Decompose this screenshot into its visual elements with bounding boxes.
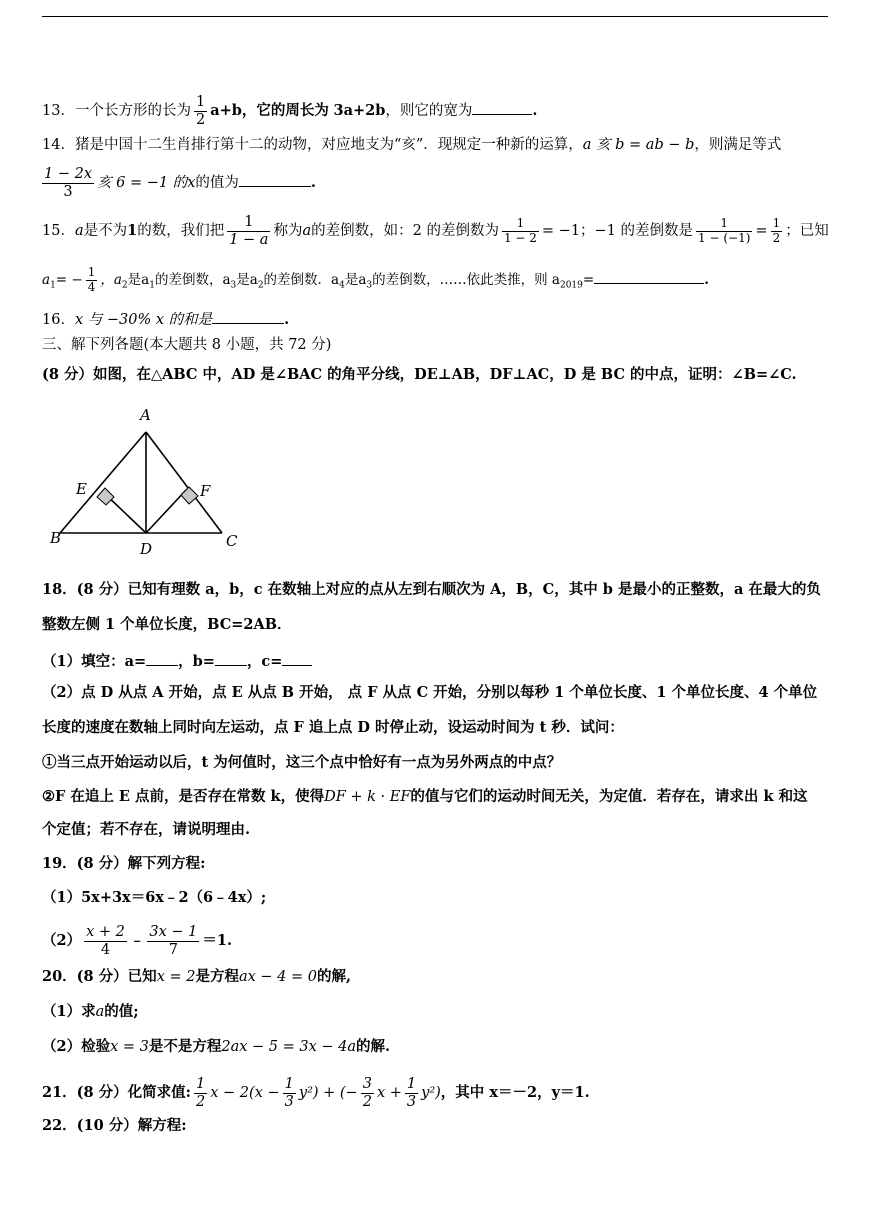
question-18-sub2-line1 [42, 790, 830, 805]
question-number: 16． [42, 312, 75, 328]
label-C: C [226, 532, 238, 550]
answer-blank [239, 174, 311, 187]
right-angle-F [181, 487, 198, 504]
text: ，则满足等式 [694, 137, 782, 153]
question-number: 13． [42, 103, 75, 120]
text: ②F 在追上 E 点前，是否存在常数 k，使得 [42, 788, 325, 805]
question-20-part2 [42, 1040, 830, 1055]
variable: a [302, 223, 312, 240]
question-16 [42, 311, 830, 328]
text: a+b，它的周长为 [210, 102, 329, 120]
question-14-line2 [42, 166, 830, 200]
text: 的数，我们把 [137, 223, 225, 240]
edge-AB [60, 432, 146, 533]
text: 是a [127, 271, 150, 288]
edge-DF [146, 490, 186, 533]
text: 的值为 [195, 175, 239, 192]
label-F: F [200, 482, 211, 500]
text: −1 的差倒数是 [594, 223, 694, 240]
text: 的差倒数，……依此类推，则 a [372, 271, 560, 288]
text: . [532, 102, 538, 120]
fraction: $\frac{1}{3}$ [406, 1076, 417, 1110]
text: = − [55, 271, 83, 288]
text: 是不是方程 [148, 1038, 222, 1055]
text: 的差倒数，如： [311, 223, 413, 240]
text: 的差倒数，a [154, 271, 231, 288]
text: = [582, 271, 595, 288]
fraction: $\frac{x + 2}{4}$ [86, 924, 125, 958]
label-A: A [140, 406, 151, 424]
question-19-part2 [42, 924, 830, 958]
answer-blank-c [282, 653, 312, 666]
question-20-part1 [42, 1005, 830, 1020]
text: 是方程 [195, 968, 239, 985]
fraction: $\frac{1}{2}$ [195, 94, 206, 128]
text: 是不为 [83, 223, 128, 240]
text: （2）检验 [42, 1038, 111, 1055]
question-18-sub2-line2: 个定值；若不存在，请说明理由. [42, 821, 251, 838]
label-D: D [140, 540, 153, 558]
text: 2 的差倒数为 [412, 223, 499, 240]
question-15-line1 [42, 214, 830, 248]
text: 猪是中国十二生肖排行第十二的动物，对应地支为“亥”．现规定一种新的运算， [74, 137, 583, 153]
question-18-line2: 整数左侧 1 个单位长度，BC=2AB． [42, 616, 292, 633]
answer-blank [212, 311, 284, 324]
fraction: $\frac{1}{3}$ [284, 1076, 294, 1110]
text: ，b= [178, 653, 215, 670]
text: ；已知 [785, 223, 829, 240]
formula: 2ax − 5 = 3x − 4a [221, 1039, 357, 1055]
text: 1 [127, 222, 138, 240]
top-rule [42, 16, 828, 17]
text: . [284, 311, 290, 328]
section-3-title: 三、解下列各题(本大题共 8 小题，共 72 分) [42, 337, 332, 353]
question-13 [42, 94, 830, 128]
variable: a [42, 271, 51, 288]
question-14-line1 [42, 138, 830, 153]
question-20 [42, 970, 830, 985]
text: 的值与它们的运动时间无关，为定值．若存在，请求出 k 和这 [410, 788, 808, 805]
question-17: (8 分）如图，在△ABC 中，AD 是∠BAC 的角平分线，DE⊥AB，DF⊥AC，D 是 BC 的中点，证明：∠B=∠C. [42, 366, 797, 383]
fraction: $\frac{1}{1 - a}$ [229, 214, 269, 248]
answer-blank-a [146, 653, 178, 666]
triangle-figure [42, 400, 252, 560]
text: （1）填空：a= [42, 653, 147, 670]
text: ，则它的宽为 [385, 103, 473, 120]
answer-blank [594, 271, 704, 284]
text: ，其中 x＝－2，y＝1. [440, 1084, 590, 1102]
fraction: $\frac{1}{2}$ [196, 1076, 206, 1110]
question-18-line1: 18．(8 分）已知有理数 a，b，c 在数轴上对应的点从左到右顺次为 A，B，C，其中 b 是最小的正整数，a 在最大的负 [42, 581, 821, 598]
formula: DF + k · EF [324, 789, 411, 805]
text: 的差倒数．a [263, 271, 340, 288]
fraction: $\frac{3}{2}$ [362, 1076, 372, 1110]
text: 21．(8 分）化简求值: [42, 1084, 192, 1102]
variable: a [74, 223, 84, 240]
expression: $\frac{1}{2}$ x − 2(x − $\frac{1}{3}$ y²) + (− $\frac{3}{2}$ x + $\frac{1}{3}$ y²) [196, 1076, 441, 1110]
formula: ax − 4 = 0 [238, 969, 317, 985]
question-22: 22．(10 分）解方程: [42, 1117, 187, 1134]
fraction: $\frac{3x - 1}{7}$ [149, 924, 198, 958]
text: ，a [100, 271, 122, 288]
text: （1）求 [42, 1003, 96, 1020]
question-number: 14． [42, 137, 75, 153]
fraction: $\frac{1}{1 - (-1)}$ [698, 215, 751, 245]
question-19: 19．(8 分）解下列方程: [42, 855, 206, 872]
question-number: 15． [42, 223, 75, 240]
edge-AC [146, 432, 222, 533]
text: ＝1. [202, 932, 233, 950]
answer-blank-b [215, 653, 247, 666]
question-19-part1: （1）5x+3x＝6x﹣2（6﹣4x）; [42, 889, 267, 906]
fraction: $\frac{1}{4}$ [87, 265, 96, 294]
text: 一个长方形的长为 [74, 103, 191, 120]
text: = −1； [541, 223, 595, 240]
question-18-part1 [42, 653, 830, 670]
formula: 亥 6 = −1 的 [97, 175, 188, 192]
fraction: $\frac{1}{2}$ [772, 215, 781, 245]
question-18-part2-line2: 长度的速度在数轴上同时向左运动，点 F 追上点 D 时停止动，设运动时间为 t 秒．试问： [42, 719, 624, 736]
question-18-sub1: ①当三点开始运动以后，t 为何值时，这三个点中恰好有一点为另外两点的中点？ [42, 754, 562, 771]
text: ﹣ [129, 932, 145, 950]
label-B: B [50, 529, 62, 547]
variable: x [187, 175, 196, 192]
text: 称为 [273, 223, 303, 240]
text: 的解. [356, 1038, 391, 1055]
label-E: E [76, 480, 87, 498]
text: 的解, [316, 968, 352, 985]
answer-blank [472, 102, 532, 115]
question-15-line2: $a_1=$ − $\frac{1}{4}$ ，$a_2$是$a_1$的差倒数，$a_3$是$a_2$的差倒数．$a_4$是$a_3$的差倒数，……依此类推，则 $a_{2019}=$ . [42, 265, 709, 294]
variable: a [95, 1004, 105, 1020]
question-21 [42, 1076, 830, 1110]
text: . [704, 271, 709, 288]
formula: a 亥 b = ab − b [582, 137, 695, 153]
question-18-part2-line1: （2）点 D 从点 A 开始，点 E 从点 B 开始， 点 F 从点 C 开始，分别以每秒 1 个单位长度、1 个单位长度、4 个单位 [42, 684, 818, 701]
text: x 与 −30% x 的和是 [74, 312, 213, 328]
text: （2） [42, 932, 82, 950]
text: 20．(8 分）已知 [42, 968, 157, 985]
text: ，c= [246, 653, 283, 670]
text: = [755, 223, 768, 240]
text: 的值; [104, 1003, 139, 1020]
fraction: $\frac{1 - 2x}{3}$ [44, 166, 92, 200]
text: 3a+2b [333, 102, 386, 120]
text: . [310, 174, 316, 192]
text: 是a [344, 271, 367, 288]
formula: x = 3 [110, 1039, 149, 1055]
formula: x = 2 [156, 969, 196, 985]
fraction: $\frac{1}{1 - 2}$ [503, 215, 537, 245]
right-angle-E [97, 488, 114, 505]
text: 是a [236, 271, 258, 288]
